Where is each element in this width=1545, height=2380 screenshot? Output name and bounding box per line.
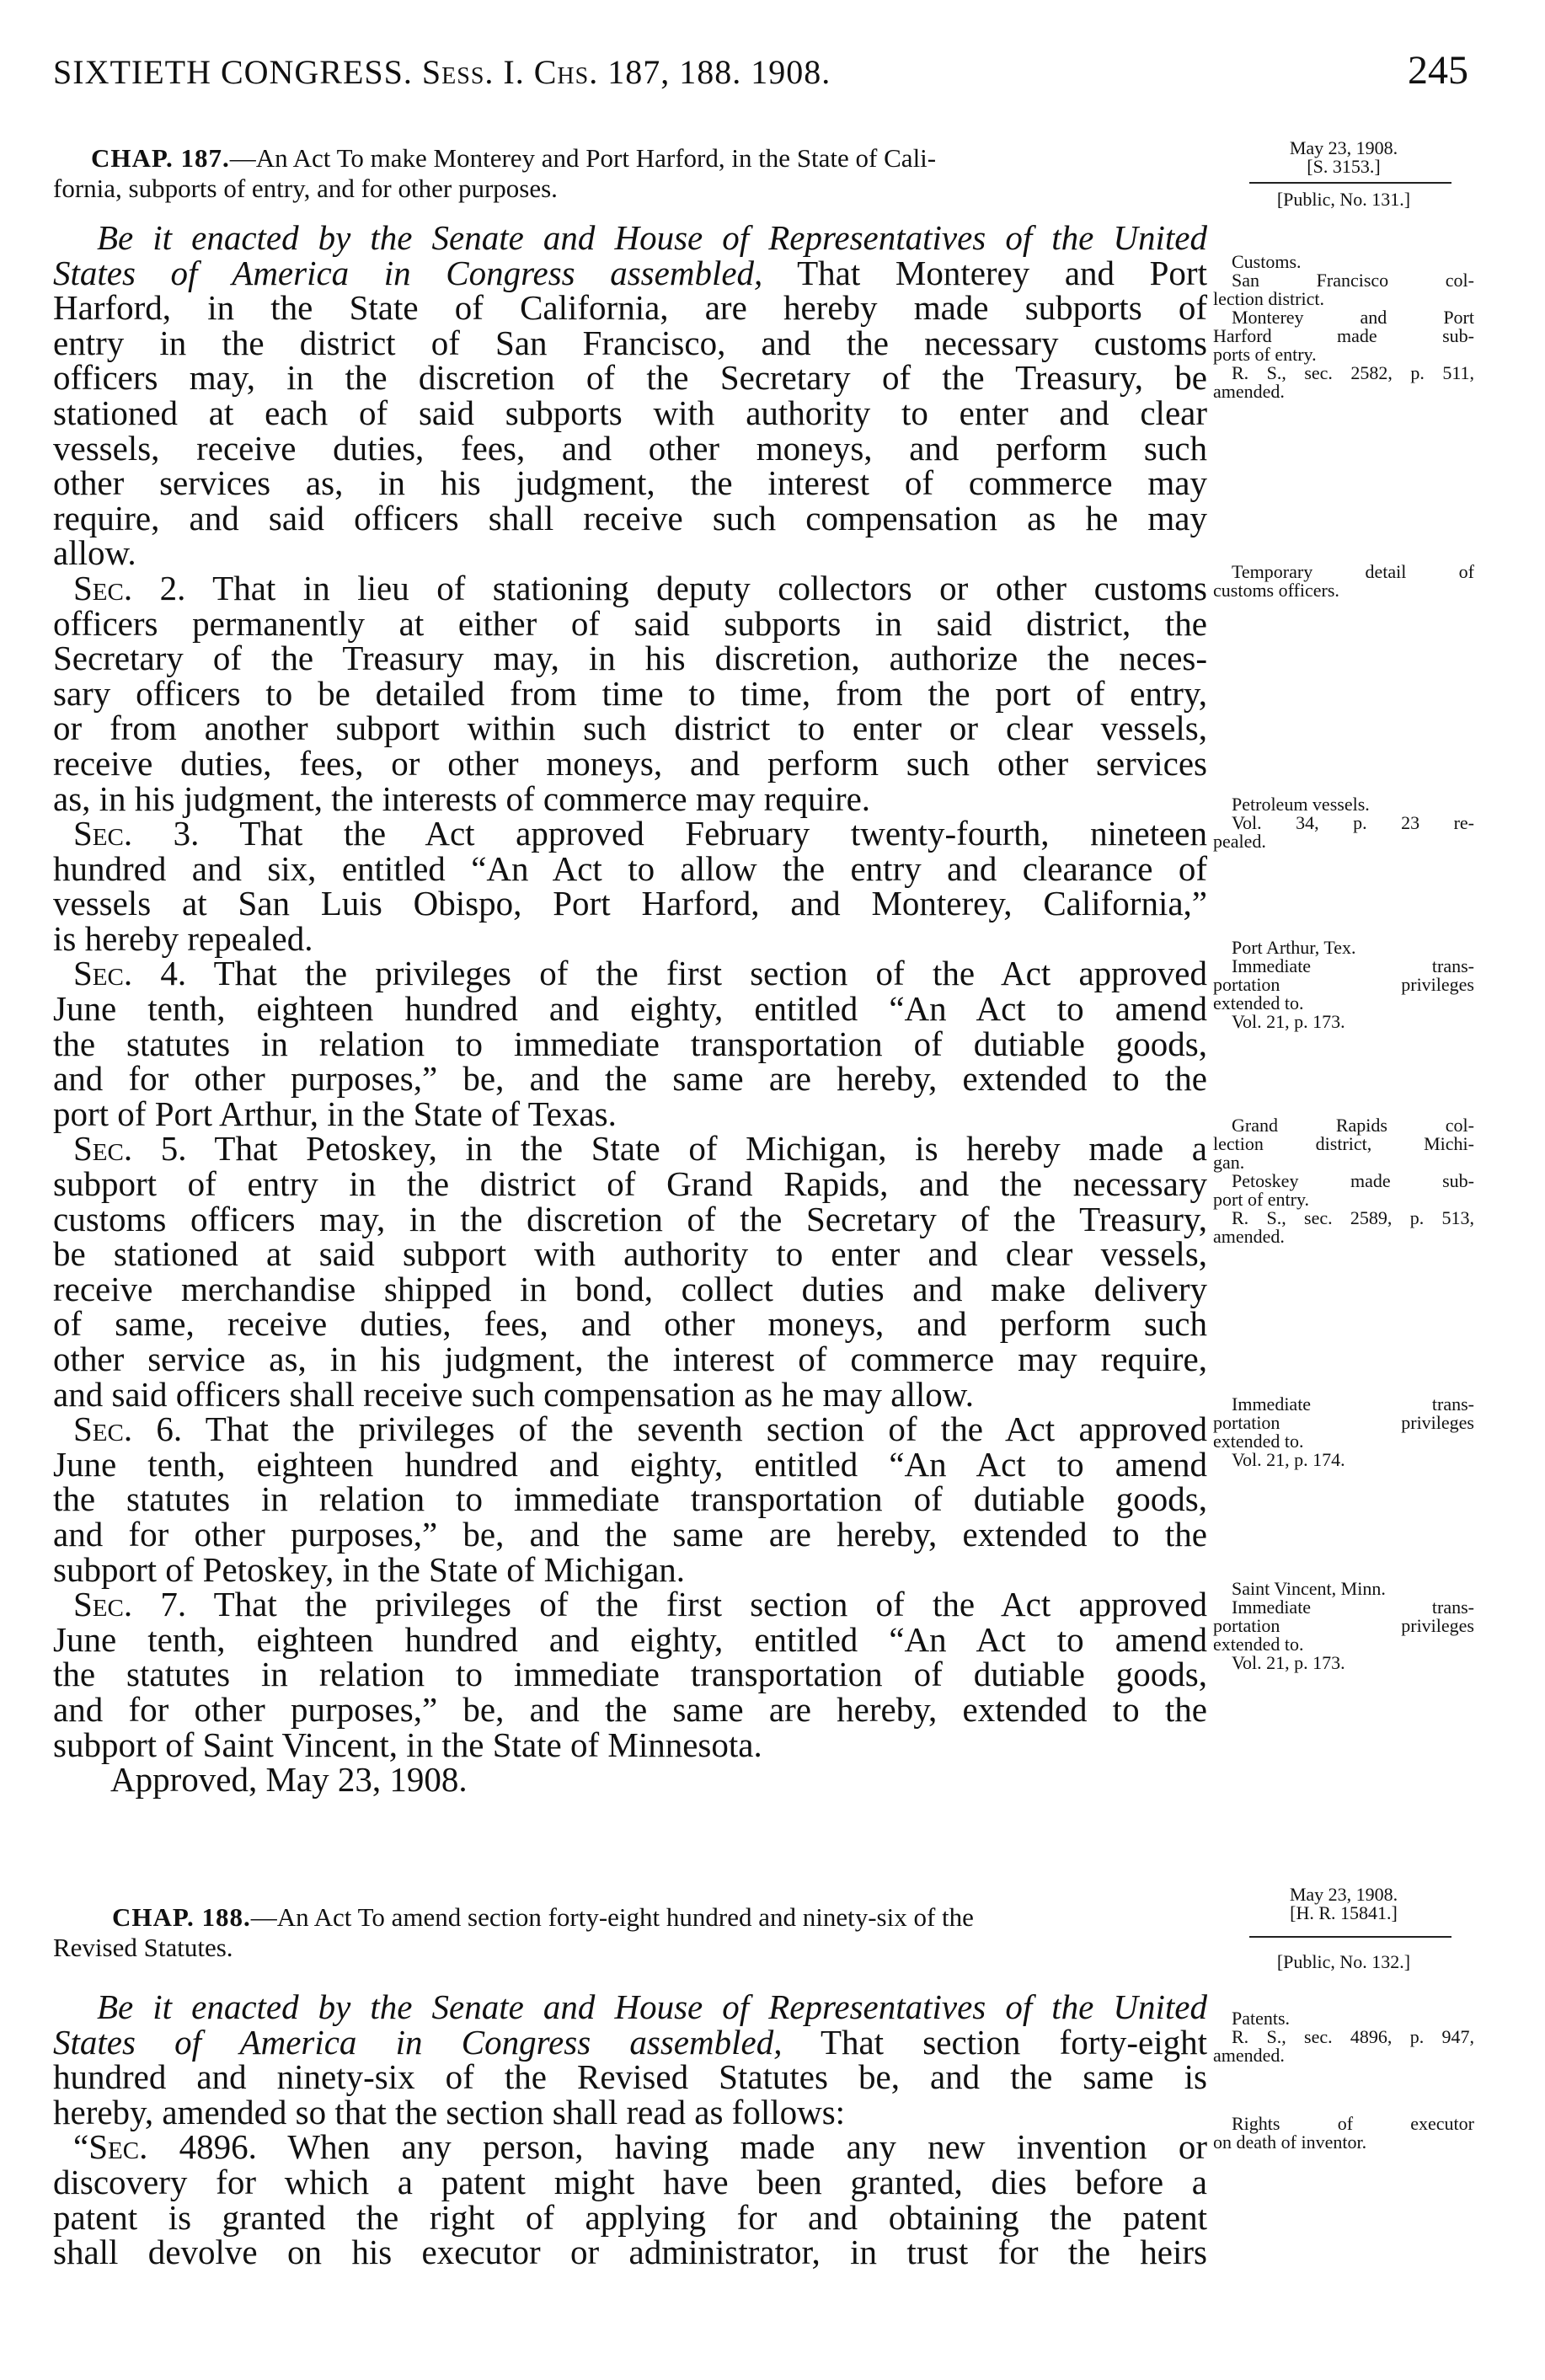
margin-note-line: Port Arthur, Tex. [1232, 937, 1356, 958]
margin-rule [1249, 1936, 1451, 1938]
chapter-188-title [53, 1902, 1207, 1963]
chapter-187-public-no [1213, 190, 1474, 209]
chapter-187-title [53, 143, 1207, 204]
margin-note-line: ports of entry. [1213, 344, 1317, 365]
section-label: Sec. [88, 2127, 148, 2167]
margin-note [1213, 795, 1474, 851]
text-segment: patent is granted the right of applying for and obtaining the patent [53, 2197, 1207, 2237]
text-segment: and for other purposes,” be, and the same are hereby, extended to the [53, 1514, 1207, 1554]
margin-note-line: Vol. 21, p. 173. [1232, 1652, 1345, 1673]
text-line [53, 1444, 1207, 1484]
text-line [53, 1304, 1207, 1344]
margin-note-line: Monterey and Port [1232, 307, 1474, 328]
margin-note [1213, 1395, 1474, 1469]
margin-note-line: San Francisco col- [1232, 270, 1474, 291]
chapter-188-public-no [1213, 1953, 1474, 1971]
text-segment: 7. That the privileges of the first section of the Act approved [132, 1585, 1207, 1624]
margin-note [1213, 563, 1474, 600]
text-line [53, 1374, 1207, 1414]
text-line [53, 2197, 1207, 2237]
text-line [53, 1987, 1207, 2026]
text-line [53, 1549, 1207, 1589]
text-line [53, 641, 1207, 677]
running-head-session-label: Sess. [421, 53, 495, 91]
section-label: Sec. [73, 954, 133, 993]
text-line [53, 253, 1207, 292]
running-head [53, 52, 831, 92]
text-segment: June tenth, eighteen hundred and eighty, entitled “An Act to amend [53, 1444, 1207, 1484]
text-segment: hereby, amended so that the section shall read as follows: [53, 2092, 846, 2131]
text-line [53, 568, 1207, 607]
text-line [53, 1269, 1207, 1308]
text-segment: or from another subport within such district to enter or clear vessels, [53, 709, 1207, 748]
text-line [53, 2092, 1207, 2131]
text-line [53, 1342, 1207, 1377]
margin-note-line: Customs. [1232, 251, 1302, 272]
text-line [53, 358, 1207, 398]
chapter-188-body [53, 1987, 1207, 2272]
margin-note-line: Patents. [1232, 2008, 1291, 2029]
text-line [53, 886, 1207, 922]
text-line [53, 1131, 1207, 1167]
enacting-clause-text: Be it enacted by the Senate and House of Representatives of the United [97, 218, 1207, 257]
margin-note-line: amended. [1213, 2045, 1285, 2066]
text-line [53, 323, 1207, 362]
text-line [53, 711, 1207, 746]
text-line [53, 956, 1207, 992]
bill-number: [S. 3153.] [1307, 156, 1381, 177]
margin-note-line: portation privileges [1213, 1615, 1474, 1636]
section-label: Sec. [73, 1129, 133, 1169]
text-segment: vessels at San Luis Obispo, Port Harford, and Monterey, California,” [53, 884, 1207, 923]
text-segment: receive merchandise shipped in bond, collect duties and make delivery [53, 1269, 1207, 1308]
text-segment: “ [73, 2127, 89, 2167]
text-segment: as, in his judgment, the interests of commerce may require. [53, 778, 871, 818]
text-line [53, 218, 1207, 257]
margin-note-line: amended. [1213, 1226, 1285, 1247]
chapter-187-body [53, 218, 1207, 1800]
text-segment: allow. [53, 533, 136, 573]
margin-note-line: Rights of executor [1232, 2113, 1474, 2134]
text-segment: 3. That the Act approved February twenty-fourth, nineteen [132, 814, 1207, 853]
text-line [53, 2235, 1207, 2270]
text-segment: of same, receive duties, fees, and other moneys, and perform such [53, 1304, 1207, 1344]
section-label: Sec. [73, 568, 133, 607]
chapter-title-line [53, 143, 1207, 174]
margin-note-line: Immediate trans- [1232, 1393, 1474, 1415]
text-segment: 5. That Petoskey, in the State of Michigan, is hereby made a [132, 1129, 1207, 1169]
text-line [53, 2022, 1207, 2062]
text-segment: Harford, in the State of California, are hereby made subports of [53, 288, 1207, 328]
margin-note [1213, 2115, 1474, 2152]
approval-date: May 23, 1908. [1289, 137, 1398, 158]
text-segment: and for other purposes,” be, and the same are hereby, extended to the [53, 1059, 1207, 1099]
section-label: Sec. [73, 1409, 133, 1449]
text-segment: the statutes in relation to immediate transportation of dutiable goods, [53, 1479, 1207, 1519]
text-segment: discovery for which a patent might have been granted, dies before a [53, 2162, 1207, 2201]
text-segment: That section forty-eight [782, 2022, 1207, 2062]
text-segment: customs officers may, in the discretion of the Secretary of the Treasury, [53, 1199, 1207, 1238]
text-line [53, 2162, 1207, 2201]
text-segment: and for other purposes,” be, and the same are hereby, extended to the [53, 1689, 1207, 1729]
chapter-label: CHAP. 187. [91, 143, 230, 173]
text-segment: be stationed at said subport with authority to enter and clear vessels, [53, 1234, 1207, 1274]
margin-note-line: lection district. [1213, 288, 1324, 309]
running-head-session: I. [494, 53, 534, 91]
margin-note-line: portation privileges [1213, 974, 1474, 995]
text-line [53, 1059, 1207, 1099]
text-segment: require, and said officers shall receive such compensation as he may [53, 498, 1207, 538]
text-segment: other services as, in his judgment, the interest of commerce may [53, 463, 1207, 503]
text-line [53, 393, 1207, 432]
text-line [53, 1725, 1207, 1764]
margin-note-line: lection district, Michi- [1213, 1133, 1474, 1154]
text-line [53, 428, 1207, 468]
margin-note-line: Petoskey made sub- [1232, 1170, 1474, 1191]
text-line [53, 1164, 1207, 1204]
chapter-label: CHAP. 188. [112, 1902, 251, 1932]
margin-note-line: R. S., sec. 2589, p. 513, [1232, 1207, 1474, 1228]
margin-note-line: portation privileges [1213, 1412, 1474, 1433]
margin-note-line: Vol. 34, p. 23 re- [1232, 812, 1474, 833]
text-line [53, 1199, 1207, 1238]
margin-note-line: customs officers. [1213, 580, 1339, 601]
text-segment: shall devolve on his executor or administrator, in trust for the heirs [53, 2233, 1207, 2272]
margin-note-line: gan. [1213, 1152, 1245, 1173]
margin-rule [1249, 182, 1451, 184]
chapter-title-text: —An Act To make Monterey and Port Harford, in the State of Cali- [229, 143, 937, 173]
margin-note-line: Temporary detail of [1232, 561, 1474, 582]
text-segment: 2. That in lieu of stationing deputy collectors or other customs [132, 568, 1207, 607]
text-segment: stationed at each of said subports with authority to enter and clear [53, 393, 1207, 432]
text-line [53, 2057, 1207, 2097]
margin-note-line: Saint Vincent, Minn. [1232, 1578, 1386, 1599]
text-line [53, 778, 1207, 818]
text-segment: is hereby repealed. [53, 918, 313, 958]
margin-note-line: Vol. 21, p. 173. [1232, 1011, 1345, 1032]
text-line [53, 918, 1207, 958]
margin-note-line: Immediate trans- [1232, 955, 1474, 976]
text-segment: the statutes in relation to immediate transportation of dutiable goods, [53, 1024, 1207, 1063]
margin-note-line: Vol. 21, p. 174. [1232, 1449, 1345, 1470]
running-header [53, 48, 1468, 103]
margin-note-line: amended. [1213, 381, 1285, 402]
text-segment: sary officers to be detailed from time to time, from the port of entry, [53, 673, 1207, 713]
margin-note [1213, 253, 1474, 401]
text-segment: the statutes in relation to immediate transportation of dutiable goods, [53, 1655, 1207, 1694]
text-line [53, 673, 1207, 713]
text-line [53, 603, 1207, 643]
text-line [53, 463, 1207, 503]
text-line [53, 1587, 1207, 1623]
running-head-chapters-label: Chs. [533, 53, 599, 91]
margin-note [1213, 1116, 1474, 1246]
approval-date: May 23, 1908. [1289, 1884, 1398, 1905]
text-line [53, 1657, 1207, 1693]
text-segment: port of Port Arthur, in the State of Texas. [53, 1094, 617, 1133]
chapter-title-line: Revised Statutes. [53, 1933, 233, 1962]
margin-note-line: Grand Rapids col- [1232, 1115, 1474, 1136]
section-label: Sec. [73, 814, 133, 853]
text-line [53, 1024, 1207, 1063]
chapter-title-line [53, 1902, 1207, 1933]
text-segment: and said officers shall receive such compensation as he may allow. [53, 1374, 974, 1414]
text-segment: 6. That the privileges of the seventh section of the Act approved [132, 1409, 1207, 1449]
text-segment: Secretary of the Treasury may, in his discretion, authorize the neces- [53, 639, 1207, 678]
margin-note-line: on death of inventor. [1213, 2131, 1367, 2153]
text-line [53, 533, 1207, 573]
margin-note-line: port of entry. [1213, 1189, 1310, 1210]
enacting-clause-text: States of America in Congress assembled, [53, 253, 763, 292]
text-segment: hundred and ninety-six of the Revised Statutes be, and the same is [53, 2057, 1207, 2097]
text-segment: Approved, May 23, 1908. [110, 1760, 468, 1800]
text-segment: 4896. When any person, having made any new invention or [147, 2127, 1207, 2167]
public-law-number: [Public, No. 132.] [1276, 1951, 1411, 1972]
text-line [53, 1619, 1207, 1659]
text-segment: vessels, receive duties, fees, and other moneys, and perform such [53, 428, 1207, 468]
text-segment: officers may, in the discretion of the Secretary of the Treasury, be [53, 358, 1207, 398]
text-segment: entry in the district of San Francisco, and the necessary customs [53, 323, 1207, 362]
public-law-number: [Public, No. 131.] [1276, 189, 1411, 210]
chapter-188-date-note [1213, 1885, 1474, 1923]
margin-note [1213, 939, 1474, 1031]
text-line [53, 1234, 1207, 1274]
enacting-clause-text: States of America in Congress assembled, [53, 2022, 783, 2062]
text-line [53, 1094, 1207, 1133]
text-line [53, 1689, 1207, 1729]
chapter-187-date-note [1213, 139, 1474, 176]
margin-note-line: Immediate trans- [1232, 1596, 1474, 1618]
text-line [53, 1762, 1207, 1798]
margin-note-line: R. S., sec. 2582, p. 511, [1232, 362, 1474, 383]
text-line [53, 2127, 1207, 2167]
text-segment: subport of Saint Vincent, in the State of Minnesota. [53, 1725, 762, 1764]
margin-note [1213, 1580, 1474, 1672]
chapter-title-text: —An Act To amend section forty-eight hundred and ninety-six of the [250, 1902, 974, 1932]
running-head-chapters: 187, 188. 1908. [598, 53, 831, 91]
text-segment: That Monterey and Port [762, 253, 1207, 292]
running-head-congress: SIXTIETH CONGRESS. [53, 53, 422, 91]
text-segment: June tenth, eighteen hundred and eighty, entitled “An Act to amend [53, 989, 1207, 1029]
text-segment: subport of entry in the district of Grand Rapids, and the necessary [53, 1164, 1207, 1204]
text-line [53, 498, 1207, 538]
margin-note-line: Petroleum vessels. [1232, 794, 1370, 815]
text-segment: other service as, in his judgment, the interest of commerce may require, [53, 1340, 1207, 1378]
text-segment: subport of Petoskey, in the State of Michigan. [53, 1549, 686, 1589]
text-line [53, 288, 1207, 328]
margin-note-line: R. S., sec. 4896, p. 947, [1232, 2026, 1474, 2047]
text-line [53, 989, 1207, 1029]
margin-note-line: Harford made sub- [1213, 325, 1474, 346]
text-segment: June tenth, eighteen hundred and eighty, entitled “An Act to amend [53, 1619, 1207, 1659]
enacting-clause-text: Be it enacted by the Senate and House of Representatives of the United [97, 1987, 1207, 2026]
text-segment: hundred and six, entitled “An Act to allow the entry and clearance of [53, 848, 1207, 888]
text-line [53, 1409, 1207, 1449]
text-line [53, 1514, 1207, 1554]
margin-note-line: extended to. [1213, 1634, 1304, 1655]
margin-note [1213, 2009, 1474, 2065]
text-line [53, 743, 1207, 783]
text-segment: receive duties, fees, or other moneys, and perform such other services [53, 743, 1207, 783]
chapter-title-line: fornia, subports of entry, and for other purposes. [53, 174, 558, 203]
margin-note-line: extended to. [1213, 1431, 1304, 1452]
text-segment: officers permanently at either of said subports in said district, the [53, 603, 1207, 643]
text-line [53, 1479, 1207, 1519]
section-label: Sec. [73, 1585, 133, 1624]
page-number: 245 [1408, 48, 1468, 93]
margin-note-line: pealed. [1213, 831, 1266, 852]
text-line [53, 848, 1207, 888]
margin-note-line: extended to. [1213, 992, 1304, 1014]
text-line [53, 816, 1207, 852]
bill-number: [H. R. 15841.] [1290, 1902, 1398, 1923]
text-segment: 4. That the privileges of the first section of the Act approved [132, 954, 1207, 993]
